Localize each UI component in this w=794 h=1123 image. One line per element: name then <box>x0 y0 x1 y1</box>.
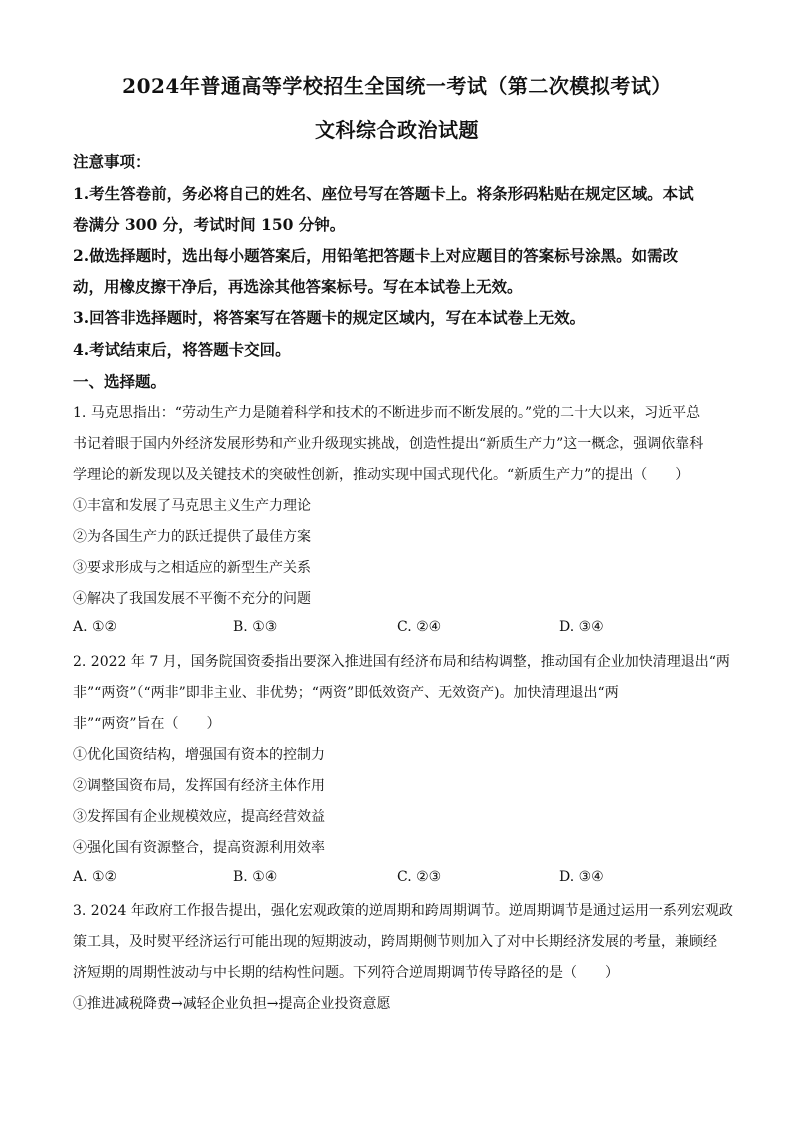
statement-item: ②调整国资布局，发挥国有经济主体作用 <box>73 778 325 794</box>
option-b[interactable]: B. ①③ <box>233 619 278 635</box>
section-heading: 一、选择题。 <box>73 372 167 391</box>
exam-subtitle: 文科综合政治试题 <box>315 118 479 142</box>
notice-line: 1.考生答卷前，务必将自己的姓名、座位号写在答题卡上。将条形码粘贴在规定区域。本试 <box>73 184 694 203</box>
notice-line: 2.做选择题时，选出每小题答案后，用铅笔把答题卡上对应题目的答案标号涂黑。如需改 <box>73 246 679 265</box>
question-stem-line: 非”“两资”旨在（ ） <box>73 716 221 732</box>
question-stem-line: 书记着眼于国内外经济发展形势和产业升级现实挑战，创造性提出“新质生产力”这一概念，强调依靠科 <box>73 436 704 452</box>
statement-item: ①丰富和发展了马克思主义生产力理论 <box>73 498 311 514</box>
statement-item: ②为各国生产力的跃迁提供了最佳方案 <box>73 529 311 545</box>
option-a[interactable]: A. ①② <box>73 619 118 635</box>
statement-item: ④解决了我国发展不平衡不充分的问题 <box>73 591 311 607</box>
option-c[interactable]: C. ②④ <box>397 619 442 635</box>
question-stem-line: 学理论的新发现以及关键技术的突破性创新，推动实现中国式现代化。“新质生产力”的提出（ ） <box>73 467 690 483</box>
question-stem-line: 3. 2024 年政府工作报告提出，强化宏观政策的逆周期和跨周期调节。逆周期调节是通过运用一系列宏观政 <box>73 903 733 919</box>
statement-item: ①优化国资结构，增强国有资本的控制力 <box>73 747 325 763</box>
statement-item: ①推进减税降费→减轻企业负担→提高企业投资意愿 <box>73 996 391 1012</box>
question-stem-line: 2. 2022 年 7 月，国务院国资委指出要深入推进国有经济布局和结构调整，推动国有企业加快清理退出“两 <box>73 654 730 670</box>
option-d[interactable]: D. ③④ <box>559 619 604 635</box>
statement-item: ④强化国有资源整合，提高资源利用效率 <box>73 840 325 856</box>
question-stem-line: 策工具，及时熨平经济运行可能出现的短期波动，跨周期侧节则加入了对中长期经济发展的考量，兼顾经 <box>73 934 717 950</box>
notice-line: 动，用橡皮擦干净后，再选涂其他答案标号。写在本试卷上无效。 <box>73 277 523 296</box>
statement-item: ③发挥国有企业规模效应，提高经营效益 <box>73 809 325 825</box>
question-stem-line: 非”“两资”（“两非”即非主业、非优势；“两资”即低效资产、无效资产)。加快清理退出“两 <box>73 685 619 701</box>
question-stem-line: 1. 马克思指出：“劳动生产力是随着科学和技术的不断进步而不断发展的。”党的二十大以来，习近平总 <box>73 405 701 421</box>
option-a[interactable]: A. ①② <box>73 869 118 885</box>
notice-heading: 注意事项： <box>73 152 151 171</box>
notice-line: 卷满分 300 分，考试时间 150 分钟。 <box>73 215 346 234</box>
notice-line: 3.回答非选择题时，将答案写在答题卡的规定区域内，写在本试卷上无效。 <box>73 308 586 327</box>
statement-item: ③要求形成与之相适应的新型生产关系 <box>73 560 311 576</box>
notice-line: 4.考试结束后，将答题卡交回。 <box>73 340 291 359</box>
exam-title: 2024年普通高等学校招生全国统一考试（第二次模拟考试） <box>122 74 672 98</box>
option-c[interactable]: C. ②③ <box>397 869 442 885</box>
option-b[interactable]: B. ①④ <box>233 869 278 885</box>
question-stem-line: 济短期的周期性波动与中长期的结构性问题。下列符合逆周期调节传导路径的是（ ） <box>73 965 619 981</box>
option-d[interactable]: D. ③④ <box>559 869 604 885</box>
